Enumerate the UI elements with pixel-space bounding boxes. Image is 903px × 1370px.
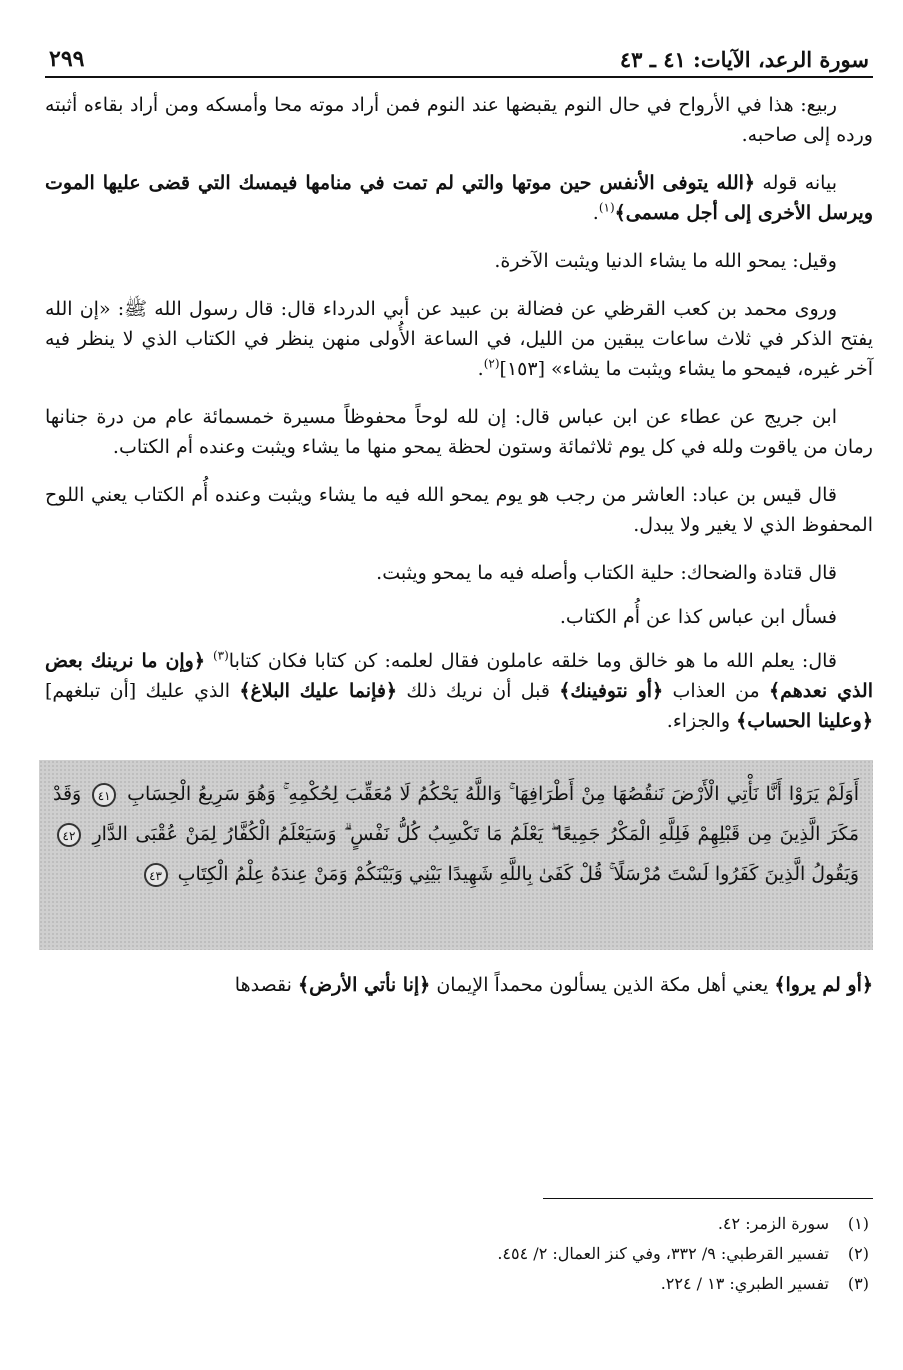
footnote-divider bbox=[543, 1198, 873, 1199]
paragraph-bayanuhu bbox=[45, 168, 873, 228]
ayah-text: وَقَدْ مَكَرَ الَّذِينَ مِن قَبْلِهِمْ فَلِلَّهِ الْمَكْرُ جَمِيعًا ۖ يَعْلَمُ مَا تَكْسِبُ كُلُّ نَفْسٍ ۗ وَسَيَعْلَمُ الْكُفَّارُ لِمَنْ عُقْبَى الدَّارِ bbox=[53, 783, 859, 845]
footnote-number: (١) bbox=[847, 1214, 869, 1233]
footnote-ref[interactable]: (١) bbox=[598, 200, 615, 215]
paragraph-text: ابن جريج عن عطاء عن ابن عباس قال: إن لله لوحاً محفوظاً مسيرة خمسمائة عام من درة جنانها رمان من ياقوت ولله في كل يوم ثلاثمائة وستون لحظة يمحو منها ما يشاء ويثبت وعنده أم الكتاب. bbox=[45, 406, 873, 458]
paragraph-hadith bbox=[45, 294, 873, 384]
page-number: ٢٩٩ bbox=[49, 46, 85, 72]
page-body bbox=[45, 90, 873, 1000]
paragraph-rabi bbox=[45, 90, 873, 150]
ayah-text: أَوَلَمْ يَرَوْا أَنَّا نَأْتِي الْأَرْضَ نَنقُصُهَا مِنْ أَطْرَافِهَا ۚ وَاللَّهُ يَحْكُمُ لَا مُعَقِّبَ لِحُكْمِهِ ۚ وَهُوَ سَرِيعُ الْحِسَابِ bbox=[127, 783, 859, 805]
footnotes bbox=[45, 1198, 873, 1299]
paragraph-text: قبل أن نريك ذلك bbox=[397, 680, 560, 702]
book-page bbox=[45, 28, 873, 1293]
paragraph-text: قال قتادة والضحاك: حلية الكتاب وأصله فيه ما يمحو ويثبت. bbox=[376, 562, 837, 584]
ayah-number-marker: ٤٢ bbox=[57, 823, 81, 847]
footnote-item bbox=[45, 1209, 873, 1239]
paragraph-text: وقيل: يمحو الله ما يشاء الدنيا ويثبت الآخرة. bbox=[494, 250, 837, 272]
paragraph-text: فسأل ابن عباس كذا عن أُم الكتاب. bbox=[559, 606, 837, 628]
ayah-text: وَيَقُولُ الَّذِينَ كَفَرُوا لَسْتَ مُرْسَلًا ۚ قُلْ كَفَىٰ بِاللَّهِ شَهِيدًا بَيْنِي وَبَيْنَكُمْ وَمَنْ عِندَهُ عِلْمُ الْكِتَابِ bbox=[177, 863, 859, 885]
footnote-number: (٣) bbox=[847, 1274, 869, 1293]
paragraph-text: قال قيس بن عباد: العاشر من رجب هو يوم يمحو الله فيه ما يشاء ويثبت وعنده أُم الكتاب يعني اللوح المحفوظ الذي لا يغير ولا يبدل. bbox=[45, 484, 873, 536]
paragraph-text: يعني أهل مكة الذين يسألون محمداً الإيمان bbox=[430, 974, 775, 996]
footnote-text: تفسير القرطبي: ٩/ ٣٣٢، وفي كنز العمال: ٢/ ٤٥٤. bbox=[497, 1244, 829, 1263]
paragraph-qays bbox=[45, 480, 873, 540]
paragraph-text: والجزاء. bbox=[666, 710, 737, 732]
quran-quote: ﴿الله يتوفى الأنفس حين موتها والتي لم تمت في منامها فيمسك التي قضى عليها الموت ويرسل الأخرى إلى أجل مسمى﴾ bbox=[45, 172, 873, 224]
quran-quote: ﴿وإن ما نرينك بعض الذي نعدهم﴾ bbox=[45, 650, 873, 702]
footnote-ref[interactable]: (٢) bbox=[483, 356, 500, 371]
paragraph-ibn-jurayj bbox=[45, 402, 873, 462]
ayah-number-marker: ٤٣ bbox=[144, 863, 168, 887]
quran-quote: ﴿وعلينا الحساب﴾ bbox=[736, 710, 873, 732]
paragraph-text: وروى محمد بن كعب القرظي عن فضالة بن عبيد عن أبي الدرداء قال: قال رسول الله ﷺ: «إن الله يفتح الذكر في ثلاث ساعات يبقين من الليل، في الساعة الأُولى منهن ينظر في الكتاب الذي لا ينظر فيه آخر غيره، فيمحو ما يشاء ويثبت ما يشاء» [١٥٣] bbox=[45, 298, 873, 380]
running-title: سورة الرعد، الآيات: ٤١ ـ ٤٣ bbox=[619, 47, 869, 72]
paragraph-text: . bbox=[477, 358, 484, 380]
footnote-text: تفسير الطبري: ١٣ / ٢٢٤. bbox=[660, 1274, 829, 1293]
paragraph-text: ربيع: هذا في الأرواح في حال النوم يقبضها عند النوم فمن أراد موته محا وأمسكه ومن أراد بقاءه أثبته ورده إلى صاحبه. bbox=[45, 94, 873, 146]
paragraph-qatada bbox=[45, 558, 873, 588]
quran-verses-box bbox=[39, 760, 873, 950]
footnote-item bbox=[45, 1239, 873, 1269]
ayah-number-marker: ٤١ bbox=[92, 783, 116, 807]
paragraph-text: بيانه قوله bbox=[755, 172, 837, 194]
quran-quote: ﴿إنا نأتي الأرض﴾ bbox=[297, 974, 431, 996]
paragraph-text: نقصدها bbox=[234, 974, 298, 996]
paragraph-text: الذي عليك [أن تبلغهم] bbox=[45, 680, 240, 702]
footnote-ref[interactable]: (٣) bbox=[212, 648, 229, 663]
footnote-text: سورة الزمر: ٤٢. bbox=[717, 1214, 829, 1233]
page-header bbox=[45, 28, 873, 78]
paragraph-text: من العذاب bbox=[663, 680, 769, 702]
paragraph-qila bbox=[45, 246, 873, 276]
footnote-item bbox=[45, 1269, 873, 1299]
paragraph-ibn-abbas bbox=[45, 602, 873, 632]
paragraph-text: . bbox=[592, 202, 599, 224]
quran-quote: ﴿فإنما عليك البلاغ﴾ bbox=[239, 680, 398, 702]
quran-quote: ﴿أو نتوفينك﴾ bbox=[559, 680, 664, 702]
paragraph-commentary bbox=[45, 970, 873, 1000]
paragraph-qala bbox=[45, 646, 873, 736]
quran-quote: ﴿أو لم يروا﴾ bbox=[774, 974, 873, 996]
footnote-number: (٢) bbox=[847, 1244, 869, 1263]
paragraph-text: قال: يعلم الله ما هو خالق وما خلقه عاملون فقال لعلمه: كن كتابا فكان كتابا bbox=[228, 650, 837, 672]
